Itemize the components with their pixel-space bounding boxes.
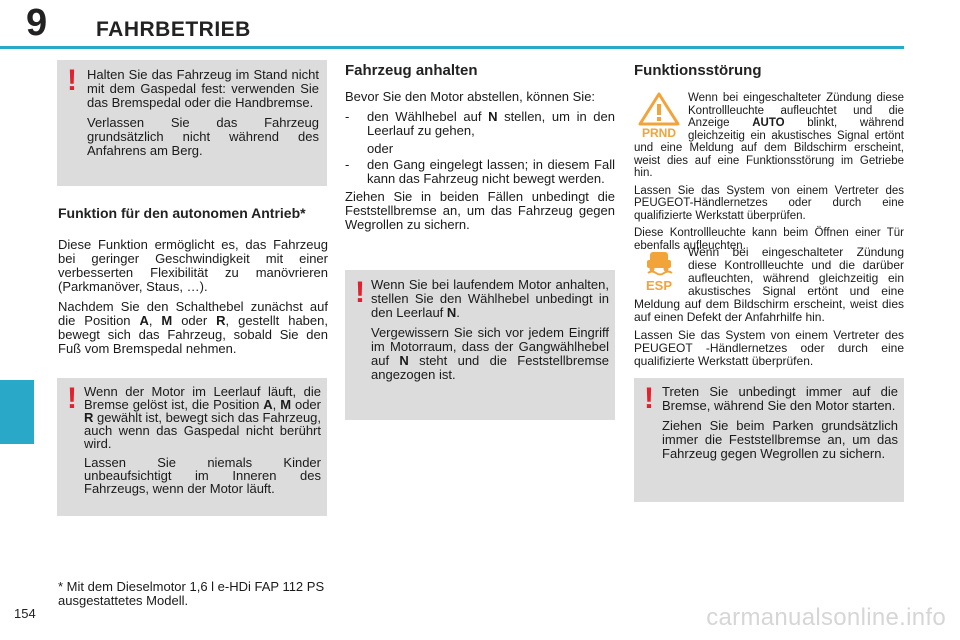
warning-text: Wenn Sie bei laufendem Motor anhalten, stellen Sie den Wählhebel unbedingt in den Leerlauf N. bbox=[371, 277, 609, 320]
stop-vehicle-text bbox=[345, 90, 615, 238]
paragraph: Diese Kontrollleuchte kann beim Öffnen einer Tür ebenfalls aufleuchten. bbox=[634, 227, 904, 252]
esp-label: ESP bbox=[645, 278, 673, 292]
warning-icon: ! bbox=[67, 382, 77, 415]
malfunction-text-1 bbox=[634, 92, 904, 257]
warning-text: Treten Sie unbedingt immer auf die Bremse, während Sie den Motor starten. bbox=[662, 384, 898, 413]
chapter-number: 9 bbox=[26, 2, 48, 44]
warning-icon: ! bbox=[67, 64, 77, 97]
section-title-malfunction: Funktionsstörung bbox=[634, 62, 762, 79]
list-item: - den Wählhebel auf N stellen, um in den Leerlauf zu gehen, bbox=[345, 109, 615, 138]
paragraph: Nachdem Sie den Schalthebel zunächst auf die Position A, M oder R, gestellt haben, bewegt sich das Fahrzeug, sobald Sie den Fuß vom Bremspedal nehmen. bbox=[58, 299, 328, 356]
warning-text: Wenn der Motor im Leerlauf läuft, die Bremse gelöst ist, die Position A, M oder R gewählt ist, bewegt sich das Fahrzeug, auch wenn das Gaspedal nicht berührt wird. bbox=[84, 384, 322, 451]
autonomous-text bbox=[58, 238, 328, 362]
malfunction-text-2 bbox=[634, 246, 904, 373]
list-or: oder bbox=[367, 141, 394, 156]
warning-text: Ziehen Sie beim Parken grundsätzlich immer die Feststellbremse an, um das Fahrzeug gegen Wegrollen zu sichern. bbox=[662, 418, 898, 461]
warning-icon: ! bbox=[644, 382, 654, 415]
warning-box-hold-vehicle bbox=[57, 60, 327, 186]
warning-box-neutral bbox=[345, 270, 615, 420]
warning-icon: ! bbox=[355, 276, 365, 309]
paragraph: Wenn bei eingeschalteter Zündung diese Kontrollleuchte und die darüber aufleuchten, während gleichzeitig ein akustisches Signal ertönt und eine Meldung auf dem Bildschirm erscheint, weist dies auf einen Defekt der Anfahrhilfe hin. bbox=[634, 245, 904, 324]
footnote: * Mit dem Dieselmotor 1,6 l e-HDi FAP 112 PS ausgestattetes Modell. bbox=[58, 579, 325, 608]
warning-box-start bbox=[634, 378, 904, 502]
chapter-title: FAHRBETRIEB bbox=[96, 18, 251, 41]
page-number: 154 bbox=[14, 606, 36, 621]
paragraph: Bevor Sie den Motor abstellen, können Sie: bbox=[345, 89, 596, 104]
paragraph: Lassen Sie das System von einem Vertreter des PEUGEOT-Händlernetzes oder durch eine qualifizierte Werkstatt überprüfen. bbox=[634, 184, 904, 222]
paragraph: Ziehen Sie in beiden Fällen unbedingt die Feststellbremse an, um das Fahrzeug gegen Wegrollen zu sichern. bbox=[345, 189, 615, 232]
warning-text: Halten Sie das Fahrzeug im Stand nicht mit dem Gaspedal fest: verwenden Sie das Bremspedal oder die Handbremse. bbox=[87, 67, 319, 110]
warning-text: Verlassen Sie das Fahrzeug grundsätzlich nicht während des Anfahrens am Berg. bbox=[87, 115, 319, 158]
section-title-autonomous: Funktion für den autonomen Antrieb* bbox=[58, 205, 306, 221]
section-title-stop-vehicle: Fahrzeug anhalten bbox=[345, 62, 478, 79]
header-rule bbox=[0, 46, 904, 49]
paragraph: Wenn bei eingeschalteter Zündung diese Kontrollleuchte aufleuchtet und die Anzeige AUTO blinkt, während gleichzeitig ein akustisches Signal ertönt und eine Meldung auf dem Bildschirm erscheint, weist dies auf eine Funktionsstörung im Getriebe hin. bbox=[634, 92, 904, 179]
paragraph: Diese Funktion ermöglicht es, das Fahrzeug bei geringer Geschwindigkeit mit einer verbesserten Flexibilität zu manövrieren (Parkmanöver, Staus, …). bbox=[58, 237, 328, 294]
prnd-label: PRND bbox=[641, 126, 677, 138]
paragraph: Lassen Sie das System von einem Vertreter des PEUGEOT -Händlernetzes oder durch eine qualifizierte Werkstatt überprüfen. bbox=[634, 328, 904, 368]
watermark: carmanualsonline.info bbox=[706, 604, 946, 631]
warning-text: Lassen Sie niemals Kinder unbeaufsichtigt im Inneren des Fahrzeugs, wenn der Motor läuft. bbox=[84, 455, 321, 496]
list-item: - den Gang eingelegt lassen; in diesem Fall kann das Fahrzeug nicht bewegt werden. bbox=[345, 157, 615, 186]
chapter-side-tab[interactable] bbox=[0, 380, 34, 444]
warning-text: Vergewissern Sie sich vor jedem Eingriff im Motorraum, dass der Gangwählhebel auf N steht und die Feststellbremse angezogen ist. bbox=[371, 325, 609, 382]
warning-box-idle bbox=[57, 378, 327, 516]
